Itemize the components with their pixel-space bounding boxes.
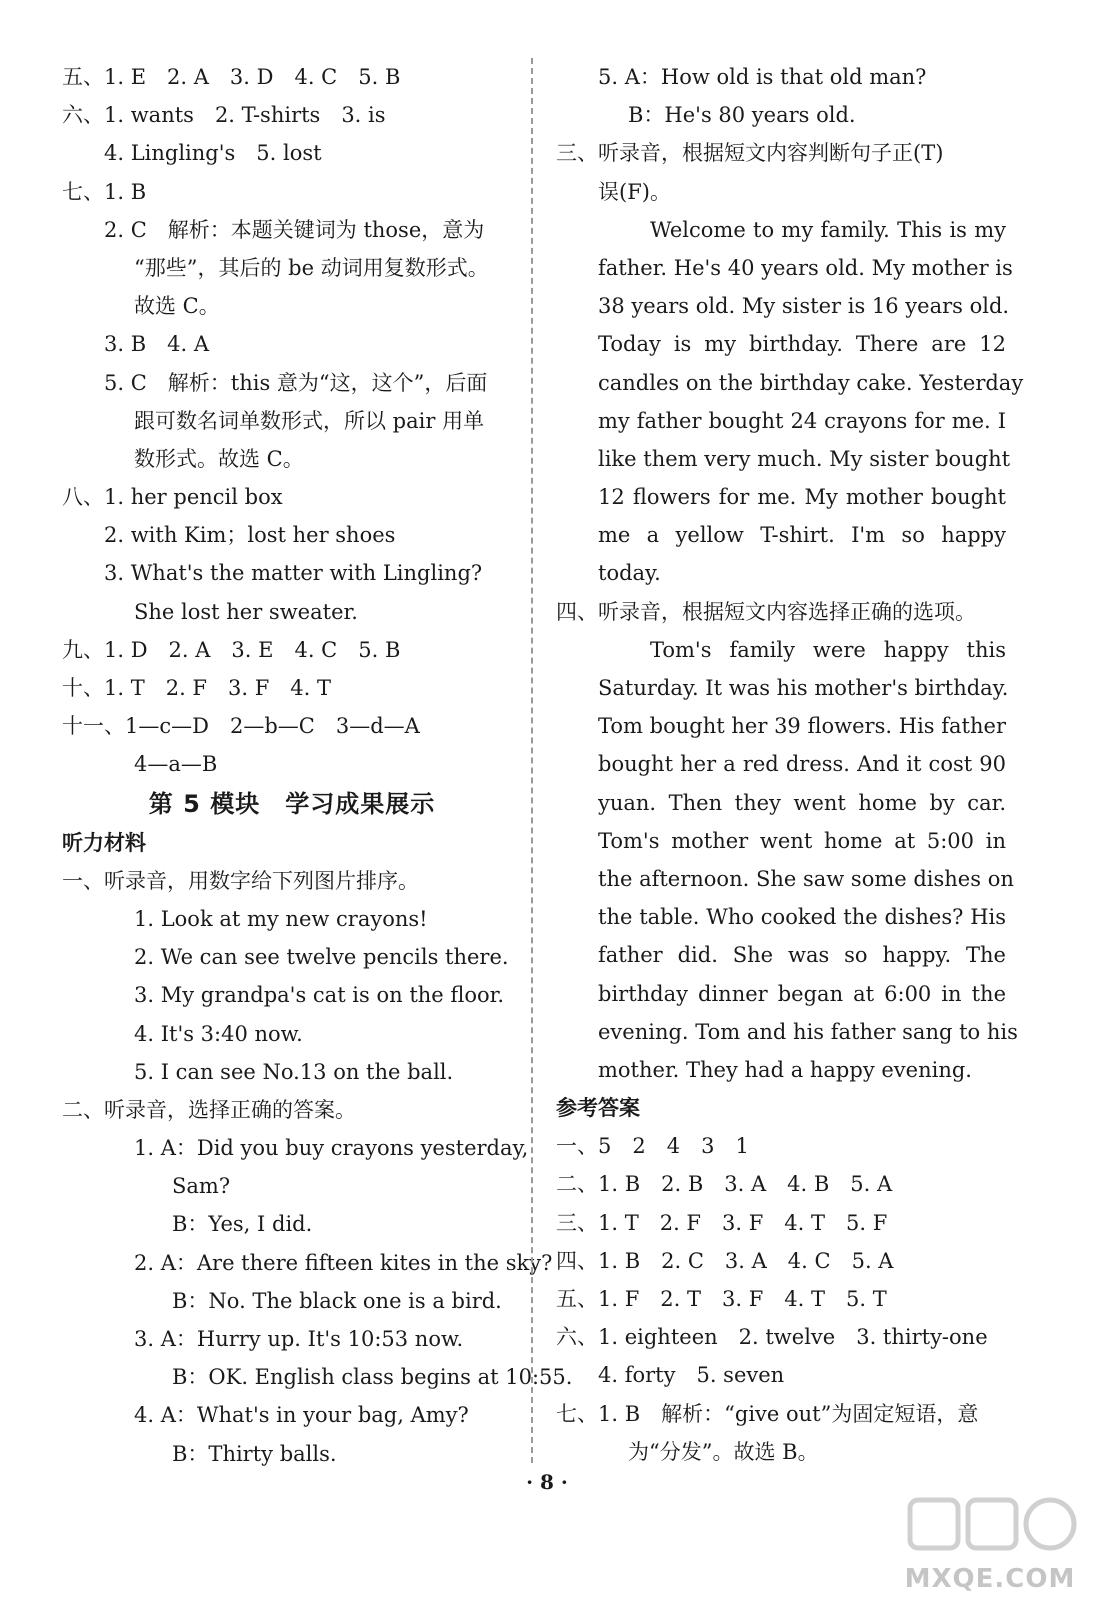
text-line: 一、5 2 4 3 1 <box>556 1134 749 1159</box>
text-line: B：No. The black one is a bird. <box>172 1288 502 1313</box>
text-line: 四、听录音，根据短文内容选择正确的选项。 <box>556 599 976 624</box>
text-line: 4. It's 3:40 now. <box>134 1021 303 1046</box>
watermark-icon <box>890 1490 1090 1570</box>
text-line: 五、1. E 2. A 3. D 4. C 5. B <box>62 65 401 89</box>
passage-line: 12 flowers for me. My mother bought <box>598 485 1006 510</box>
passage-line: the table. Who cooked the dishes? His <box>598 905 1006 930</box>
text-line: 跟可数名词单数形式，所以 pair 用单 <box>134 408 485 433</box>
column-divider <box>531 58 533 1463</box>
text-line: 三、听录音，根据短文内容判断句子正(T) <box>556 141 944 166</box>
section-heading: 参考答案 <box>556 1096 640 1121</box>
right-column <box>556 58 1024 1471</box>
text-line: 1. Look at my new crayons! <box>134 906 428 931</box>
text-line: 二、听录音，选择正确的答案。 <box>62 1097 356 1122</box>
passage-line: Today is my birthday. There are 12 <box>598 332 1006 357</box>
text-line: 三、1. T 2. F 3. F 4. T 5. F <box>556 1210 888 1235</box>
text-line: 四、1. B 2. C 3. A 4. C 5. A <box>556 1248 894 1273</box>
passage-line: like them very much. My sister bought <box>598 446 1011 471</box>
text-line: B：OK. English class begins at 10:55. <box>172 1365 573 1390</box>
passage-line: Saturday. It was his mother's birthday. <box>598 676 1009 700</box>
text-line: 3. A：Hurry up. It's 10:53 now. <box>134 1327 464 1351</box>
passage-line: birthday dinner began at 6:00 in the <box>598 981 1006 1006</box>
text-line: 十一、1—c—D 2—b—C 3—d—A <box>62 714 420 739</box>
passage-line: father. He's 40 years old. My mother is <box>598 255 1013 280</box>
watermark-logo <box>890 1490 1090 1600</box>
text-line: 六、1. wants 2. T-shirts 3. is <box>62 103 386 128</box>
passage-line: mother. They had a happy evening. <box>598 1057 972 1082</box>
text-line: B：Yes, I did. <box>172 1212 313 1237</box>
page-number: · 8 · <box>526 1470 568 1494</box>
text-line: 3. B 4. A <box>104 332 210 357</box>
passage-line: today. <box>598 561 661 586</box>
text-line: 七、1. B <box>62 179 147 204</box>
passage-line: candles on the birthday cake. Yesterday <box>598 370 1024 395</box>
text-line: 2. A：Are there fifteen kites in the sky? <box>134 1250 553 1275</box>
passage-line: Tom's mother went home at 5:00 in <box>598 828 1006 853</box>
text-line: 2. We can see twelve pencils there. <box>134 945 509 970</box>
text-line: 五、1. F 2. T 3. F 4. T 5. T <box>556 1287 887 1311</box>
passage-line: yuan. Then they went home by car. <box>598 790 1006 815</box>
text-line: 为“分发”。故选 B。 <box>628 1439 819 1464</box>
watermark-text: MXQE.COM <box>904 1564 1076 1594</box>
text-line: 故选 C。 <box>134 294 220 319</box>
passage-line: the afternoon. She saw some dishes on <box>598 866 1014 891</box>
text-line: 一、听录音，用数字给下列图片排序。 <box>62 868 419 893</box>
text-line: 4. Lingling's 5. lost <box>104 141 322 166</box>
text-line: 九、1. D 2. A 3. E 4. C 5. B <box>62 637 401 662</box>
text-line: 2. with Kim；lost her shoes <box>104 523 396 548</box>
text-line: 二、1. B 2. B 3. A 4. B 5. A <box>556 1172 893 1197</box>
text-line: 4. forty 5. seven <box>598 1363 785 1388</box>
text-line: 3. My grandpa's cat is on the floor. <box>134 983 505 1008</box>
passage-line: 38 years old. My sister is 16 years old. <box>598 294 1010 319</box>
text-line: 5. A：How old is that old man? <box>598 65 927 89</box>
passage-line: father did. She was so happy. The <box>598 943 1006 968</box>
text-line: 七、1. B 解析：“give out”为固定短语，意 <box>556 1401 979 1426</box>
text-line: 2. C 解析：本题关键词为 those，意为 <box>104 217 485 242</box>
text-line: Sam? <box>172 1174 231 1199</box>
text-line: 十、1. T 2. F 3. F 4. T <box>62 676 332 700</box>
text-line: “那些”，其后的 be 动词用复数形式。 <box>134 255 489 280</box>
text-line: She lost her sweater. <box>134 599 358 624</box>
text-line: B：Thirty balls. <box>172 1441 337 1466</box>
passage-line: me a yellow T-shirt. I'm so happy <box>598 523 1006 548</box>
text-line: 5. C 解析：this 意为“这，这个”，后面 <box>104 370 488 395</box>
text-line: 3. What's the matter with Lingling? <box>104 561 483 586</box>
text-line: 误(F)。 <box>598 179 671 204</box>
text-line: 4—a—B <box>134 752 218 777</box>
text-line: 5. I can see No.13 on the ball. <box>134 1059 454 1084</box>
passage-line: my father bought 24 crayons for me. I <box>598 408 1006 433</box>
text-line: 4. A：What's in your bag, Amy? <box>134 1403 469 1428</box>
module-title: 第 5 模块 学习成果展示 <box>148 789 436 818</box>
passage-line: Tom's family were happy this <box>650 637 1006 662</box>
section-heading: 听力材料 <box>62 830 146 855</box>
passage-line: evening. Tom and his father sang to his <box>598 1019 1018 1044</box>
text-line: 数形式。故选 C。 <box>134 446 304 471</box>
text-line: 六、1. eighteen 2. twelve 3. thirty-one <box>556 1325 988 1350</box>
left-column <box>62 58 573 1473</box>
text-line: 八、1. her pencil box <box>62 485 283 510</box>
passage-line: Welcome to my family. This is my <box>650 217 1006 242</box>
passage-line: Tom bought her 39 flowers. His father <box>598 714 1006 739</box>
text-line: 1. A：Did you buy crayons yesterday, <box>134 1136 529 1161</box>
text-line: B：He's 80 years old. <box>628 103 856 128</box>
passage-line: bought her a red dress. And it cost 90 <box>598 752 1006 777</box>
